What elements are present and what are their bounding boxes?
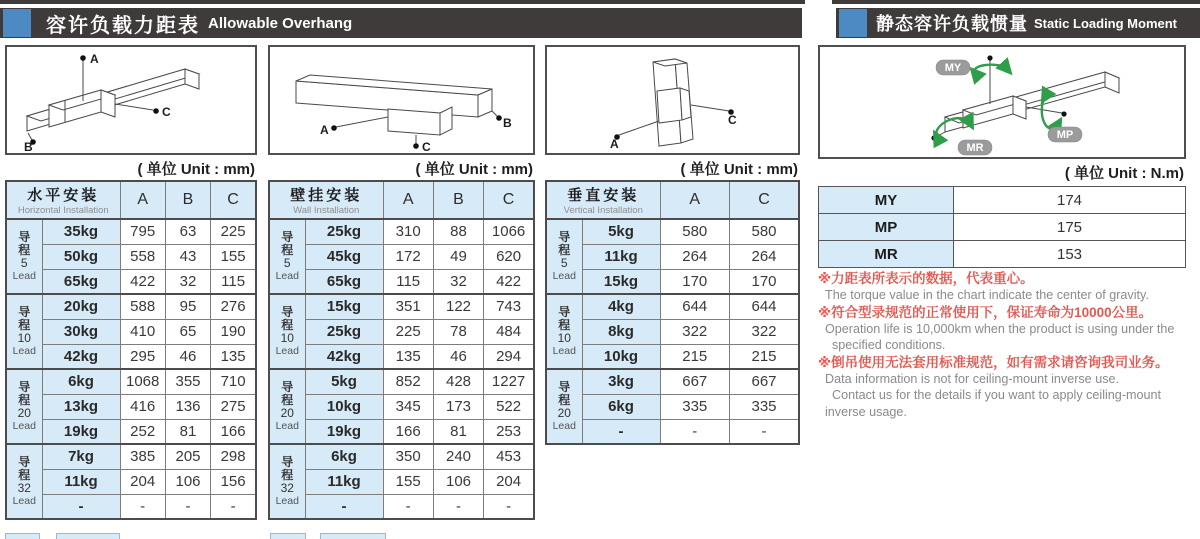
load-cell: 13kg <box>42 394 120 419</box>
table-row <box>6 369 256 394</box>
value-cell: 32 <box>433 269 483 294</box>
horizontal-table-host <box>5 180 257 520</box>
horizontal-diagram-drawing <box>7 47 255 153</box>
table-title: 壁挂安装 Wall Installation <box>269 181 383 219</box>
load-cell: 15kg <box>305 294 383 319</box>
table-row <box>6 444 256 469</box>
table-row <box>546 319 799 344</box>
table-row <box>269 394 534 419</box>
value-cell: 422 <box>120 269 165 294</box>
value-cell: 205 <box>165 444 210 469</box>
value-cell: 620 <box>484 244 534 269</box>
moment-value: 175 <box>954 214 1186 241</box>
value-cell: 155 <box>211 244 256 269</box>
load-cell: 30kg <box>42 319 120 344</box>
lead-group-cell: 导 程 10 Lead <box>269 294 305 369</box>
note-en: specified conditions. <box>832 338 946 352</box>
section-title-zh: 静态容许负载惯量 <box>876 14 1028 34</box>
value-cell: 710 <box>211 369 256 394</box>
value-cell: - <box>660 419 730 444</box>
vertical-installation-table <box>545 180 800 445</box>
point-b-label: B <box>24 140 33 153</box>
lead-group-cell: 导 程 10 Lead <box>546 294 582 369</box>
value-cell: 345 <box>383 394 433 419</box>
value-cell: 172 <box>383 244 433 269</box>
value-cell: 276 <box>211 294 256 319</box>
moment-label: MP <box>819 214 954 241</box>
table-row <box>6 494 256 519</box>
wall-diagram-drawing <box>270 47 533 153</box>
lead-group-cell: 导 程 20 Lead <box>546 369 582 444</box>
load-cell: 19kg <box>42 419 120 444</box>
value-cell: 204 <box>484 469 534 494</box>
static-moment-table-host <box>818 186 1186 268</box>
load-cell: 65kg <box>42 269 120 294</box>
load-cell: 35kg <box>42 219 120 244</box>
value-cell: 580 <box>730 219 800 244</box>
moment-label: MY <box>819 187 954 214</box>
load-cell: 11kg <box>42 469 120 494</box>
value-cell: 428 <box>433 369 483 394</box>
value-cell: 135 <box>211 344 256 369</box>
value-cell: 264 <box>730 244 800 269</box>
header-row <box>546 181 799 219</box>
table-row <box>546 294 799 319</box>
column-header: C <box>484 181 534 219</box>
value-cell: 173 <box>433 394 483 419</box>
point-b-label: B <box>503 116 512 130</box>
value-cell: 385 <box>120 444 165 469</box>
load-cell: 20kg <box>42 294 120 319</box>
mp-badge-label: MP <box>1056 129 1074 141</box>
value-cell: 416 <box>120 394 165 419</box>
point-c-label: C <box>162 105 171 119</box>
table-row <box>819 187 1186 214</box>
unit-label: ( 单位 Unit : mm) <box>415 161 533 178</box>
load-cell: 15kg <box>582 269 660 294</box>
value-cell: - <box>383 494 433 519</box>
value-cell: 115 <box>383 269 433 294</box>
note-en: The torque value in the chart indicate the center of gravity. <box>825 288 1149 302</box>
value-cell: 743 <box>484 294 534 319</box>
value-cell: 106 <box>165 469 210 494</box>
value-cell: - <box>120 494 165 519</box>
load-cell: 25kg <box>305 219 383 244</box>
cutoff-table-stub <box>320 533 386 539</box>
load-cell: 65kg <box>305 269 383 294</box>
column-header: A <box>383 181 433 219</box>
load-cell: 4kg <box>582 294 660 319</box>
cutoff-table-stub <box>56 533 120 539</box>
point-c-label: C <box>728 113 737 127</box>
value-cell: 170 <box>660 269 730 294</box>
section-title-en: Static Loading Moment <box>1034 15 1177 31</box>
value-cell: 795 <box>120 219 165 244</box>
point-a-label: A <box>610 137 619 151</box>
note-en: Data information is not for ceiling-mount inverse use. <box>825 371 1119 386</box>
table-row <box>546 344 799 369</box>
value-cell: 522 <box>484 394 534 419</box>
lead-group-cell: 导 程 10 Lead <box>6 294 42 369</box>
value-cell: 46 <box>433 344 483 369</box>
value-cell: 170 <box>730 269 800 294</box>
lead-group-cell: 导 程 5 Lead <box>546 219 582 294</box>
load-cell: 19kg <box>305 419 383 444</box>
value-cell: 298 <box>211 444 256 469</box>
load-cell: 8kg <box>582 319 660 344</box>
cutoff-table-stub <box>270 533 306 539</box>
value-cell: 355 <box>165 369 210 394</box>
lead-group-cell: 导 程 20 Lead <box>269 369 305 444</box>
table-row <box>269 269 534 294</box>
load-cell: 11kg <box>305 469 383 494</box>
note-en: Operation life is 10,000km when the product is using under the <box>825 321 1175 336</box>
value-cell: 166 <box>383 419 433 444</box>
table-row <box>269 219 534 244</box>
table-row <box>546 394 799 419</box>
load-cell: - <box>305 494 383 519</box>
point-a-label: A <box>90 52 99 66</box>
value-cell: 155 <box>383 469 433 494</box>
value-cell: 310 <box>383 219 433 244</box>
load-cell: 3kg <box>582 369 660 394</box>
point-c-label: C <box>422 140 431 153</box>
note-zh: ※力距表所表示的数据，代表重心。 <box>818 271 1034 286</box>
header-row <box>6 181 256 219</box>
column-header: B <box>165 181 210 219</box>
table-row <box>546 219 799 244</box>
value-cell: 1066 <box>484 219 534 244</box>
value-cell: 484 <box>484 319 534 344</box>
value-cell: 115 <box>211 269 256 294</box>
moment-diagram-drawing <box>820 47 1184 157</box>
table-row <box>6 469 256 494</box>
value-cell: 43 <box>165 244 210 269</box>
vertical-diagram-drawing <box>547 47 798 153</box>
table-row <box>6 419 256 444</box>
wall-installation-group <box>268 0 535 539</box>
value-cell: 156 <box>211 469 256 494</box>
table-row <box>6 294 256 319</box>
value-cell: 275 <box>211 394 256 419</box>
value-cell: 166 <box>211 419 256 444</box>
value-cell: 225 <box>211 219 256 244</box>
load-cell: 5kg <box>305 369 383 394</box>
table-title: 水平安装 Horizontal Installation <box>6 181 120 219</box>
table-row <box>546 419 799 444</box>
value-cell: - <box>433 494 483 519</box>
value-cell: 78 <box>433 319 483 344</box>
table-row <box>269 494 534 519</box>
value-cell: 558 <box>120 244 165 269</box>
table-row <box>819 241 1186 268</box>
lead-group-cell: 导 程 32 Lead <box>269 444 305 519</box>
wall-installation-table <box>268 180 535 520</box>
lead-group-cell: 导 程 20 Lead <box>6 369 42 444</box>
wall-table-host <box>268 180 535 520</box>
lead-group-cell: 导 程 5 Lead <box>269 219 305 294</box>
unit-label: ( 单位 Unit : N.m) <box>1064 165 1184 182</box>
value-cell: 335 <box>660 394 730 419</box>
column-header: A <box>120 181 165 219</box>
table-row <box>6 269 256 294</box>
table-row <box>269 344 534 369</box>
value-cell: 295 <box>120 344 165 369</box>
table-row <box>269 294 534 319</box>
value-cell: 65 <box>165 319 210 344</box>
value-cell: 190 <box>211 319 256 344</box>
value-cell: 644 <box>730 294 800 319</box>
table-row <box>269 369 534 394</box>
value-cell: 63 <box>165 219 210 244</box>
value-cell: 135 <box>383 344 433 369</box>
table-row <box>6 219 256 244</box>
static-moment-table <box>818 186 1186 268</box>
value-cell: 122 <box>433 294 483 319</box>
value-cell: 225 <box>383 319 433 344</box>
column-header: C <box>730 181 800 219</box>
static-moment-diagram <box>818 45 1186 159</box>
table-row <box>819 214 1186 241</box>
value-cell: 1068 <box>120 369 165 394</box>
horizontal-installation-group <box>5 0 257 539</box>
column-header: B <box>433 181 483 219</box>
value-cell: 667 <box>660 369 730 394</box>
lead-group-cell: 导 程 32 Lead <box>6 444 42 519</box>
value-cell: 215 <box>730 344 800 369</box>
table-row <box>6 244 256 269</box>
vertical-installation-group <box>545 0 800 539</box>
value-cell: 644 <box>660 294 730 319</box>
value-cell: 240 <box>433 444 483 469</box>
load-cell: 10kg <box>582 344 660 369</box>
moment-value: 174 <box>954 187 1186 214</box>
load-cell: - <box>582 419 660 444</box>
value-cell: 1227 <box>484 369 534 394</box>
value-cell: 264 <box>660 244 730 269</box>
table-row <box>546 244 799 269</box>
horizontal-installation-table <box>5 180 257 520</box>
value-cell: 322 <box>660 319 730 344</box>
value-cell: 422 <box>484 269 534 294</box>
value-cell: 294 <box>484 344 534 369</box>
moment-value: 153 <box>954 241 1186 268</box>
horizontal-installation-diagram <box>5 45 257 155</box>
value-cell: 136 <box>165 394 210 419</box>
table-title: 垂直安装 Vertical Installation <box>546 181 660 219</box>
point-a-label: A <box>320 123 329 137</box>
value-cell: 335 <box>730 394 800 419</box>
column-header: A <box>660 181 730 219</box>
load-cell: 10kg <box>305 394 383 419</box>
value-cell: 453 <box>484 444 534 469</box>
value-cell: 580 <box>660 219 730 244</box>
note-zh: ※符合型录规范的正常使用下，保证寿命为10000公里。 <box>818 304 1153 320</box>
mr-badge-label: MR <box>966 142 984 154</box>
unit-label: ( 单位 Unit : mm) <box>137 161 255 178</box>
cutoff-table-stub <box>5 533 40 539</box>
table-row <box>269 444 534 469</box>
wall-installation-diagram <box>268 45 535 155</box>
notes-block <box>818 270 1200 420</box>
value-cell: - <box>211 494 256 519</box>
load-cell: 42kg <box>305 344 383 369</box>
note-en: Contact us for the details if you want to apply ceiling-mount <box>832 388 1162 402</box>
load-cell: 45kg <box>305 244 383 269</box>
load-cell: 25kg <box>305 319 383 344</box>
value-cell: - <box>165 494 210 519</box>
value-cell: 95 <box>165 294 210 319</box>
table-row <box>269 469 534 494</box>
load-cell: 7kg <box>42 444 120 469</box>
value-cell: 253 <box>484 419 534 444</box>
load-cell: 50kg <box>42 244 120 269</box>
lead-group-cell: 导 程 5 Lead <box>6 219 42 294</box>
section-title-zh: 容许负载力距表 <box>46 14 200 37</box>
table-row <box>6 319 256 344</box>
unit-label: ( 单位 Unit : mm) <box>680 161 798 178</box>
load-cell: 11kg <box>582 244 660 269</box>
value-cell: - <box>730 419 800 444</box>
value-cell: 81 <box>433 419 483 444</box>
table-row <box>546 269 799 294</box>
load-cell: 6kg <box>582 394 660 419</box>
load-cell: 6kg <box>42 369 120 394</box>
section-title-en: Allowable Overhang <box>208 14 353 32</box>
vertical-table-host <box>545 180 800 445</box>
value-cell: 81 <box>165 419 210 444</box>
header-row <box>269 181 534 219</box>
value-cell: 350 <box>383 444 433 469</box>
load-cell: 5kg <box>582 219 660 244</box>
value-cell: 32 <box>165 269 210 294</box>
moment-label: MR <box>819 241 954 268</box>
value-cell: 852 <box>383 369 433 394</box>
column-header: C <box>211 181 256 219</box>
load-cell: 6kg <box>305 444 383 469</box>
table-row <box>269 319 534 344</box>
value-cell: 88 <box>433 219 483 244</box>
vertical-installation-diagram <box>545 45 800 155</box>
value-cell: 106 <box>433 469 483 494</box>
table-row <box>6 394 256 419</box>
value-cell: 215 <box>660 344 730 369</box>
value-cell: - <box>484 494 534 519</box>
table-row <box>546 369 799 394</box>
table-row <box>269 244 534 269</box>
value-cell: 252 <box>120 419 165 444</box>
table-row <box>6 344 256 369</box>
value-cell: 322 <box>730 319 800 344</box>
value-cell: 351 <box>383 294 433 319</box>
value-cell: 667 <box>730 369 800 394</box>
value-cell: 410 <box>120 319 165 344</box>
note-zh: ※倒吊使用无法套用标准规范，如有需求请咨询我司业务。 <box>818 354 1169 370</box>
value-cell: 204 <box>120 469 165 494</box>
load-cell: - <box>42 494 120 519</box>
value-cell: 588 <box>120 294 165 319</box>
my-badge-label: MY <box>944 62 962 74</box>
table-row <box>269 419 534 444</box>
load-cell: 42kg <box>42 344 120 369</box>
value-cell: 49 <box>433 244 483 269</box>
value-cell: 46 <box>165 344 210 369</box>
note-en: inverse usage. <box>825 404 907 419</box>
